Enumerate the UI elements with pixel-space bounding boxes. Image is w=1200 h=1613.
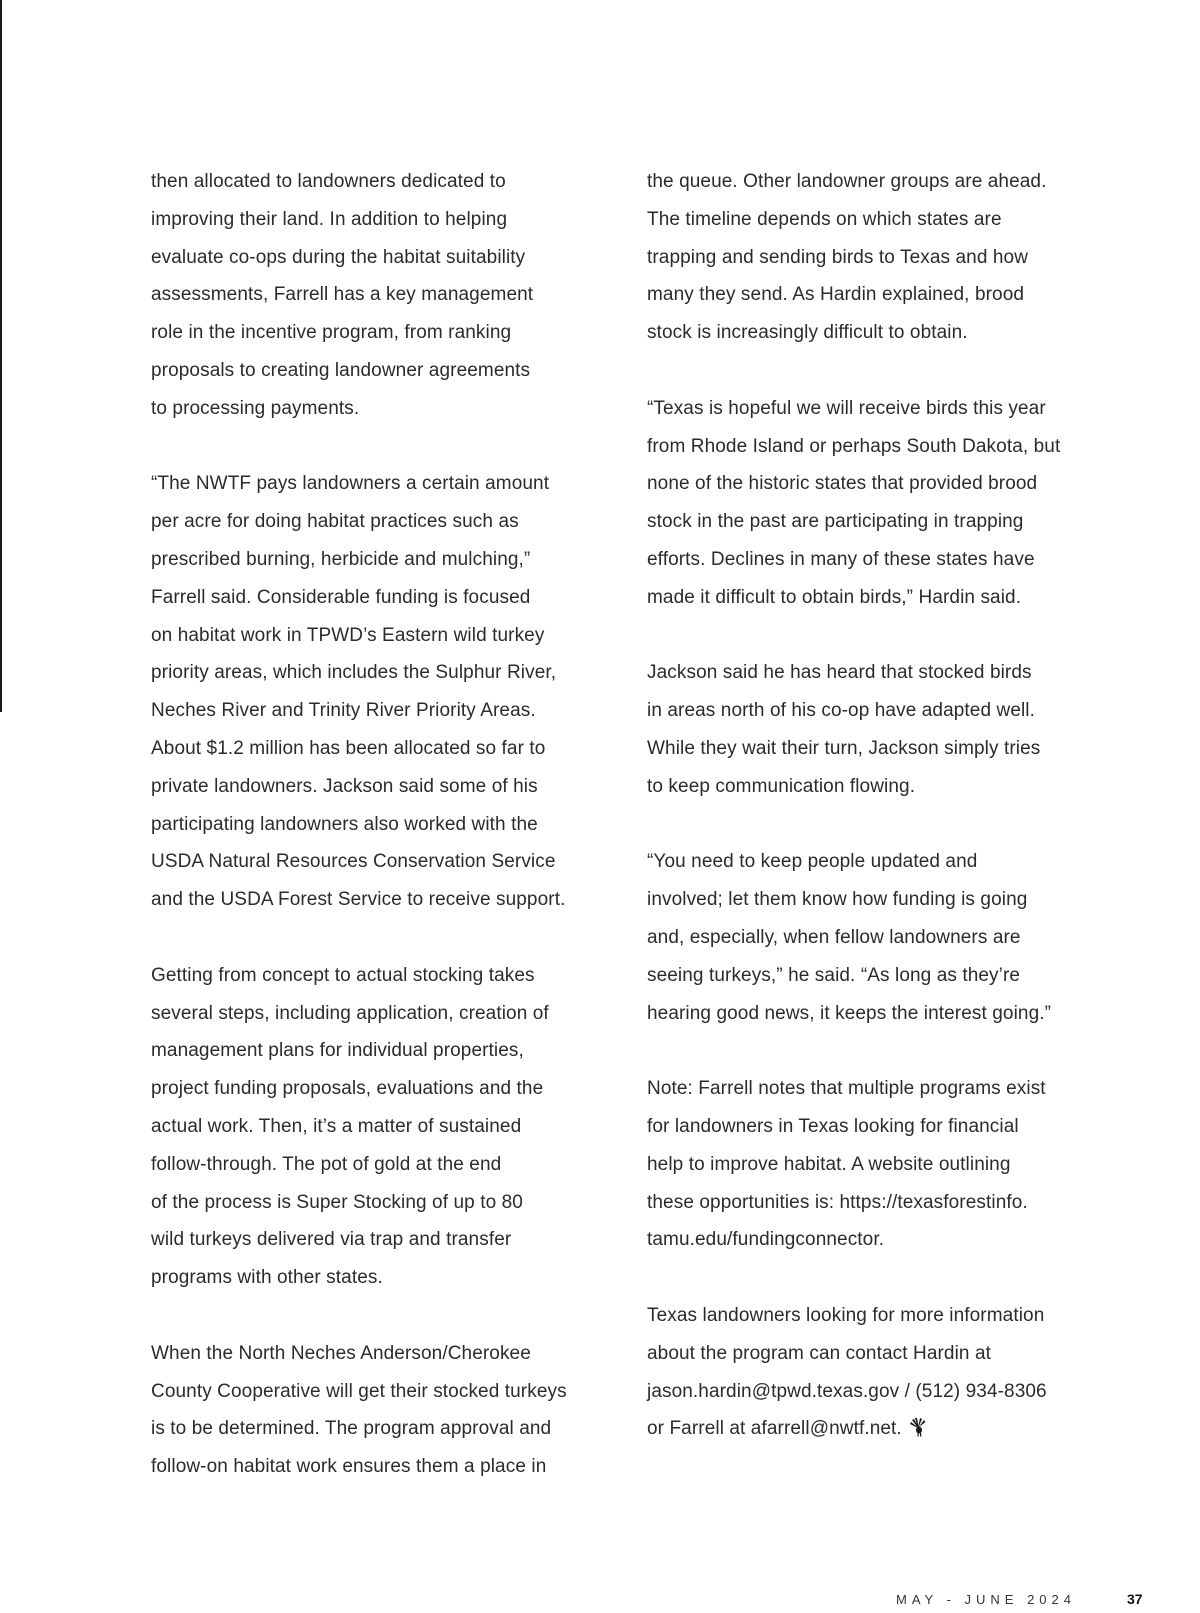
text-line: per acre for doing habitat practices such as bbox=[151, 511, 519, 533]
text-line: to keep communication flowing. bbox=[647, 775, 916, 797]
text-line: help to improve habitat. A website outlining bbox=[647, 1153, 1011, 1175]
page-footer bbox=[0, 1592, 1200, 1612]
text-line bbox=[647, 1410, 1107, 1448]
text-line: and, especially, when fellow landowners are bbox=[647, 926, 1021, 948]
text-line: Texas landowners looking for more information bbox=[647, 1304, 1045, 1326]
text-line: While they wait their turn, Jackson simply tries bbox=[647, 737, 1041, 759]
right-column bbox=[647, 163, 1107, 1448]
text-line-content: or Farrell at afarrell@nwtf.net. bbox=[647, 1418, 902, 1440]
text-line: actual work. Then, it’s a matter of sustained bbox=[151, 1115, 522, 1137]
text-line: “Texas is hopeful we will receive birds this year bbox=[647, 397, 1046, 419]
text-line: follow-through. The pot of gold at the end bbox=[151, 1153, 502, 1175]
text-line: trapping and sending birds to Texas and how bbox=[647, 246, 1029, 268]
text-line: these opportunities is: https://texasforestinfo. bbox=[647, 1191, 1028, 1213]
text-line: evaluate co-ops during the habitat suitability bbox=[151, 246, 526, 268]
text-line: tamu.edu/fundingconnector. bbox=[647, 1229, 885, 1251]
issue-date: MAY - JUNE 2024 bbox=[895, 1592, 1076, 1607]
text-line: Jackson said he has heard that stocked birds bbox=[647, 662, 1032, 684]
text-line: private landowners. Jackson said some of his bbox=[151, 775, 538, 797]
text-line: in areas north of his co-op have adapted well. bbox=[647, 700, 1036, 722]
text-line: stock in the past are participating in trapping bbox=[647, 511, 1024, 533]
text-line: programs with other states. bbox=[151, 1267, 383, 1289]
paragraph bbox=[647, 163, 1107, 352]
text-line: of the process is Super Stocking of up to 80 bbox=[151, 1191, 523, 1213]
text-line: about the program can contact Hardin at bbox=[647, 1342, 991, 1364]
text-line: from Rhode Island or perhaps South Dakota, but bbox=[647, 435, 1061, 457]
text-line: is to be determined. The program approval and bbox=[151, 1418, 552, 1440]
text-line: participating landowners also worked with the bbox=[151, 813, 538, 835]
text-line: priority areas, which includes the Sulphur River, bbox=[151, 662, 557, 684]
text-line: efforts. Declines in many of these states have bbox=[647, 548, 1035, 570]
text-line: on habitat work in TPWD’s Eastern wild turkey bbox=[151, 624, 545, 646]
text-line: assessments, Farrell has a key management bbox=[151, 284, 534, 306]
text-line: When the North Neches Anderson/Cherokee bbox=[151, 1342, 531, 1364]
text-line: wild turkeys delivered via trap and transfer bbox=[151, 1229, 512, 1251]
text-line: none of the historic states that provided brood bbox=[647, 473, 1038, 495]
text-line: project funding proposals, evaluations and the bbox=[151, 1078, 544, 1100]
text-line: several steps, including application, creation of bbox=[151, 1002, 549, 1024]
text-line: then allocated to landowners dedicated to bbox=[151, 171, 506, 192]
text-line: proposals to creating landowner agreements bbox=[151, 359, 531, 381]
text-line: many they send. As Hardin explained, brood bbox=[647, 284, 1025, 306]
text-line: Farrell said. Considerable funding is focused bbox=[151, 586, 531, 608]
text-line: The timeline depends on which states are bbox=[647, 208, 1002, 230]
text-line: improving their land. In addition to helping bbox=[151, 208, 508, 230]
text-line: for landowners in Texas looking for financial bbox=[647, 1115, 1019, 1137]
text-line: About $1.2 million has been allocated so far to bbox=[151, 737, 546, 759]
text-line: to processing payments. bbox=[151, 397, 360, 419]
text-line: role in the incentive program, from ranking bbox=[151, 322, 512, 344]
text-line: “The NWTF pays landowners a certain amount bbox=[151, 473, 550, 495]
text-line: jason.hardin@tpwd.texas.gov / (512) 934-8306 bbox=[647, 1380, 1047, 1402]
paragraph bbox=[151, 957, 611, 1297]
paragraph bbox=[151, 1335, 611, 1486]
paragraph bbox=[647, 654, 1107, 805]
text-line: and the USDA Forest Service to receive support. bbox=[151, 889, 566, 911]
paragraph bbox=[647, 1297, 1107, 1448]
turkey-end-mark-icon bbox=[908, 1417, 928, 1437]
paragraph bbox=[151, 465, 611, 919]
text-line: involved; let them know how funding is going bbox=[647, 889, 1028, 911]
left-column bbox=[151, 163, 611, 1486]
page-edge-line bbox=[0, 0, 2, 712]
text-line: Getting from concept to actual stocking takes bbox=[151, 964, 535, 986]
paragraph bbox=[647, 843, 1107, 1032]
text-line: prescribed burning, herbicide and mulching,” bbox=[151, 548, 531, 570]
text-line: follow-on habitat work ensures them a place in bbox=[151, 1456, 547, 1478]
text-line: stock is increasingly difficult to obtain. bbox=[647, 322, 968, 344]
text-line: “You need to keep people updated and bbox=[647, 851, 978, 873]
page-number: 37 bbox=[1127, 1591, 1143, 1607]
text-line: the queue. Other landowner groups are ahead. bbox=[647, 171, 1047, 192]
paragraph bbox=[647, 390, 1107, 617]
text-line: management plans for individual properties, bbox=[151, 1040, 524, 1062]
text-line: Note: Farrell notes that multiple programs exist bbox=[647, 1078, 1046, 1100]
text-line: Neches River and Trinity River Priority Areas. bbox=[151, 700, 536, 722]
text-line: USDA Natural Resources Conservation Service bbox=[151, 851, 556, 873]
text-line: made it difficult to obtain birds,” Hardin said. bbox=[647, 586, 1022, 608]
text-line: seeing turkeys,” he said. “As long as they’re bbox=[647, 964, 1021, 986]
paragraph bbox=[647, 1070, 1107, 1259]
text-line: hearing good news, it keeps the interest going.” bbox=[647, 1002, 1052, 1024]
paragraph bbox=[151, 163, 611, 428]
text-line: County Cooperative will get their stocked turkeys bbox=[151, 1380, 567, 1402]
